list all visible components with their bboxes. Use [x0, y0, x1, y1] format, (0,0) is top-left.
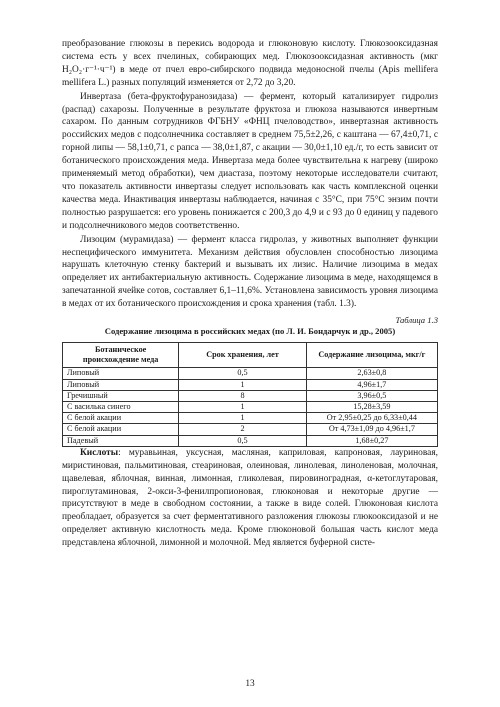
cell-storage: 1: [179, 402, 307, 413]
table-row: [63, 424, 438, 435]
cell-content: 4,96±1,7: [306, 379, 437, 390]
cell-origin: Липовый: [63, 379, 179, 390]
cell-content: 15,28±3,59: [306, 402, 437, 413]
table-row: [63, 379, 438, 390]
paragraph-acids: [62, 447, 438, 550]
table-row: [63, 413, 438, 424]
paragraph-glucose-oxidase: преобразование глюкозы в перекись водорода и глюконовую кислоту. Глюкозооксидазная система есть у всех пчелиных, собирающих мед. Глюкозооксидазная активность (мкг H₂O₂·г⁻¹·ч⁻¹) в меде от пчел евро-сибирского подвида медоносной пчелы (Apis mellifera mellifera L.) разных популяций изменяется от 2,72 до 3,20.: [62, 39, 438, 88]
cell-storage: 0,5: [179, 368, 307, 379]
paragraph-lysozyme: Лизоцим (мурамидаза) — фермент класса гидролаз, у животных выполняет функции неспецифического иммунитета. Механизм действия обусловлен способностью лизоцима нарушать клеточную стенку бактерий и вызывать их лизис. Наличие лизоцима в медах определяет их антибактериальную активность. Содержание лизоцима в меде, находящемся в запечатанной ячейке сотов, составляет 6,1–11,6%. Установлена зависимость уровня лизоцима в медах от их ботанического происхождения и срока хранения (табл. 1.3).: [62, 234, 438, 310]
paragraph-invertase: Инвертаза (бета-фруктофуранозидаза) — фермент, который катализирует гидролиз (распад) сахарозы. Полученные в результате фруктоза и глюкоза называются инвертным сахаром. По данным сотрудников ФГБНУ «ФНЦ пчеловодство», инвертазная активность российских медов с подсолнечника составляет в среднем 75,5±2,26, с каштана — 67,4±0,71, с горной липы — 58,1±0,71, с рапса — 38,0±1,87, с акации — 30,0±1,10 ед./г, то есть зависит от ботанического происхождения меда. Инвертаза меда более чувствительна к нагреву (широко применяемый метод обработки), чем диастаза, поэтому некоторые исследователи считают, что показатель активности инвертазы следует использовать как часть комплексной оценки качества меда. Инактивация инвертазы наблюдается, начиная с 35°C, при 75°C энзим почти полностью разрушается: его уровень понижается с 200,3 до 4,9 и с 93 до 0 единиц у падевого и подсолнечникового медов соответственно.: [62, 91, 438, 231]
table-row: [63, 368, 438, 379]
table-header-row: [63, 343, 438, 368]
cell-origin: С белой акации: [63, 424, 179, 435]
acids-text: : муравьиная, уксусная, масляная, каприловая, капроновая, лауриновая, миристиновая, пальмитиновая, стеариновая, олеиновая, линолевая, линоленовая, молочная, щавелевая, яблочная, винная, лимонная, гликолевая, пировиноградная, α-кетоглутаровая, пироглутаминовая, 2-окси-3-фенилпропионовая, глюконовая и некоторые другие — присутствуют в меде в свободном состоянии, а также в виде солей. Глюконовая кислота преобладает, образуется за счет ферментативного разложения глюкозы глюкооксидазой и не определяет активную кислотность меда. Кроме глюконовой большая часть кислот меда представлена яблочной, лимонной и молочной. Мед является буферной систе-: [62, 447, 438, 549]
cell-origin: Падевый: [63, 435, 179, 446]
cell-content: От 2,95±0,25 до 6,33±0,44: [306, 413, 437, 424]
header-storage: Срок хранения, лет: [179, 343, 307, 368]
cell-origin: С белой акации: [63, 413, 179, 424]
cell-origin: С василька синего: [63, 402, 179, 413]
acids-lead: Кислоты: [80, 447, 119, 458]
table-row: [63, 435, 438, 446]
header-content: Содержание лизоцима, мкг/г: [306, 343, 437, 368]
cell-origin: Липовый: [63, 368, 179, 379]
cell-content: 2,63±0,8: [306, 368, 437, 379]
table-row: [63, 390, 438, 401]
cell-storage: 8: [179, 390, 307, 401]
header-origin: Ботаническое происхождение меда: [63, 343, 179, 368]
cell-content: 3,96±0,5: [306, 390, 437, 401]
cell-storage: 1: [179, 413, 307, 424]
cell-origin: Гречишный: [63, 390, 179, 401]
cell-storage: 1: [179, 379, 307, 390]
page-number: 13: [245, 679, 255, 689]
cell-content: От 4,73±1,09 до 4,96±1,7: [306, 424, 437, 435]
cell-storage: 0,5: [179, 435, 307, 446]
table-row: [63, 402, 438, 413]
table-caption: Таблица 1.3: [395, 315, 438, 326]
cell-storage: 2: [179, 424, 307, 435]
cell-content: 1,68±0,27: [306, 435, 437, 446]
table-title: Содержание лизоцима в российских медах (по Л. И. Бондарчук и др., 2005): [104, 326, 396, 337]
lysozyme-table: [62, 342, 438, 447]
